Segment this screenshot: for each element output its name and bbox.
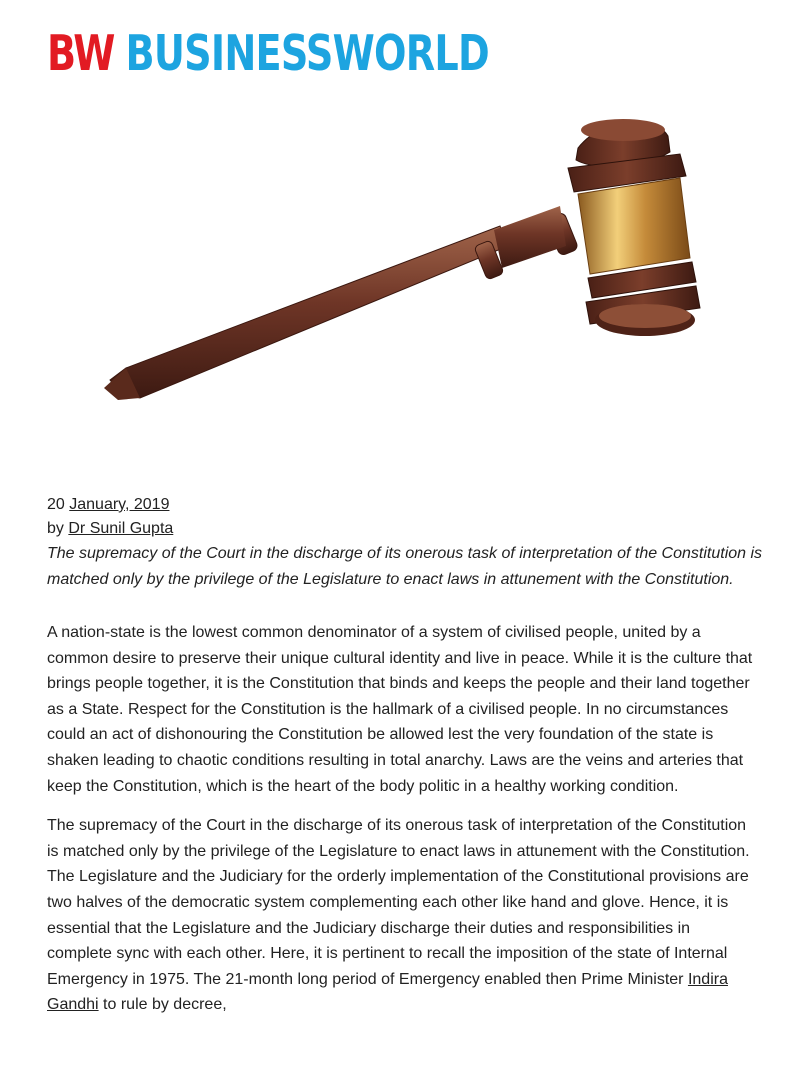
- byline: [47, 517, 767, 541]
- article-date: [47, 493, 767, 517]
- paragraph-text: to rule by decree,: [103, 996, 227, 1014]
- date-link[interactable]: January, 2019: [69, 496, 170, 513]
- date-day: 20: [47, 496, 65, 513]
- logo-prefix: BW: [47, 25, 115, 82]
- gavel-handle: [110, 226, 508, 398]
- paragraph-text: The supremacy of the Court in the discharge of its onerous task of interpretation of the Constitution is matched only by the privilege of the Legislature to enact laws in attunement with the Constitution. The Legislature and the Judiciary for the orderly implementation of the Constitutional provisions are two halves of the democratic system complementing each other like hand and glove. Hence, it is essential that the Legislature and the Judiciary discharge their duties and responsibilities in complete sync with each other. Here, it is pertinent to recall the imposition of the state of Internal Emergency in 1975. The 21-month long period of Emergency enabled then Prime Minister: [47, 817, 750, 988]
- gavel-icon: [90, 108, 730, 428]
- site-logo[interactable]: [47, 20, 489, 84]
- article-lede: The supremacy of the Court in the discharge of its onerous task of interpretation of the Constitution is matched only by the privilege of the Legislature to enact laws in attunement with the Constitution.: [47, 545, 763, 588]
- author-link[interactable]: Dr Sunil Gupta: [68, 520, 174, 537]
- byline-prefix: by: [47, 520, 64, 537]
- article-body: [47, 620, 757, 1032]
- article-meta: [47, 493, 767, 592]
- article-paragraph: [47, 813, 757, 1018]
- indira-gandhi-link[interactable]: Indira Gandhi: [47, 970, 728, 1014]
- article-paragraph: A nation-state is the lowest common denominator of a system of civilised people, united by a common desire to preserve their unique cultural identity and live in peace. While it is the culture that brings people together, it is the Constitution that binds and keeps the people and their land together as a State. Respect for the Constitution is the hallmark of a civilised people. In no circumstances could an act of dishonouring the Constitution be allowed lest the very foundation of the state is shaken leading to chaotic conditions resulting in total anarchy. Laws are the veins and arteries that keep the Constitution, which is the heart of the body politic in a healthy working condition.: [47, 624, 753, 795]
- logo-name: BUSINESSWORLD: [125, 25, 489, 82]
